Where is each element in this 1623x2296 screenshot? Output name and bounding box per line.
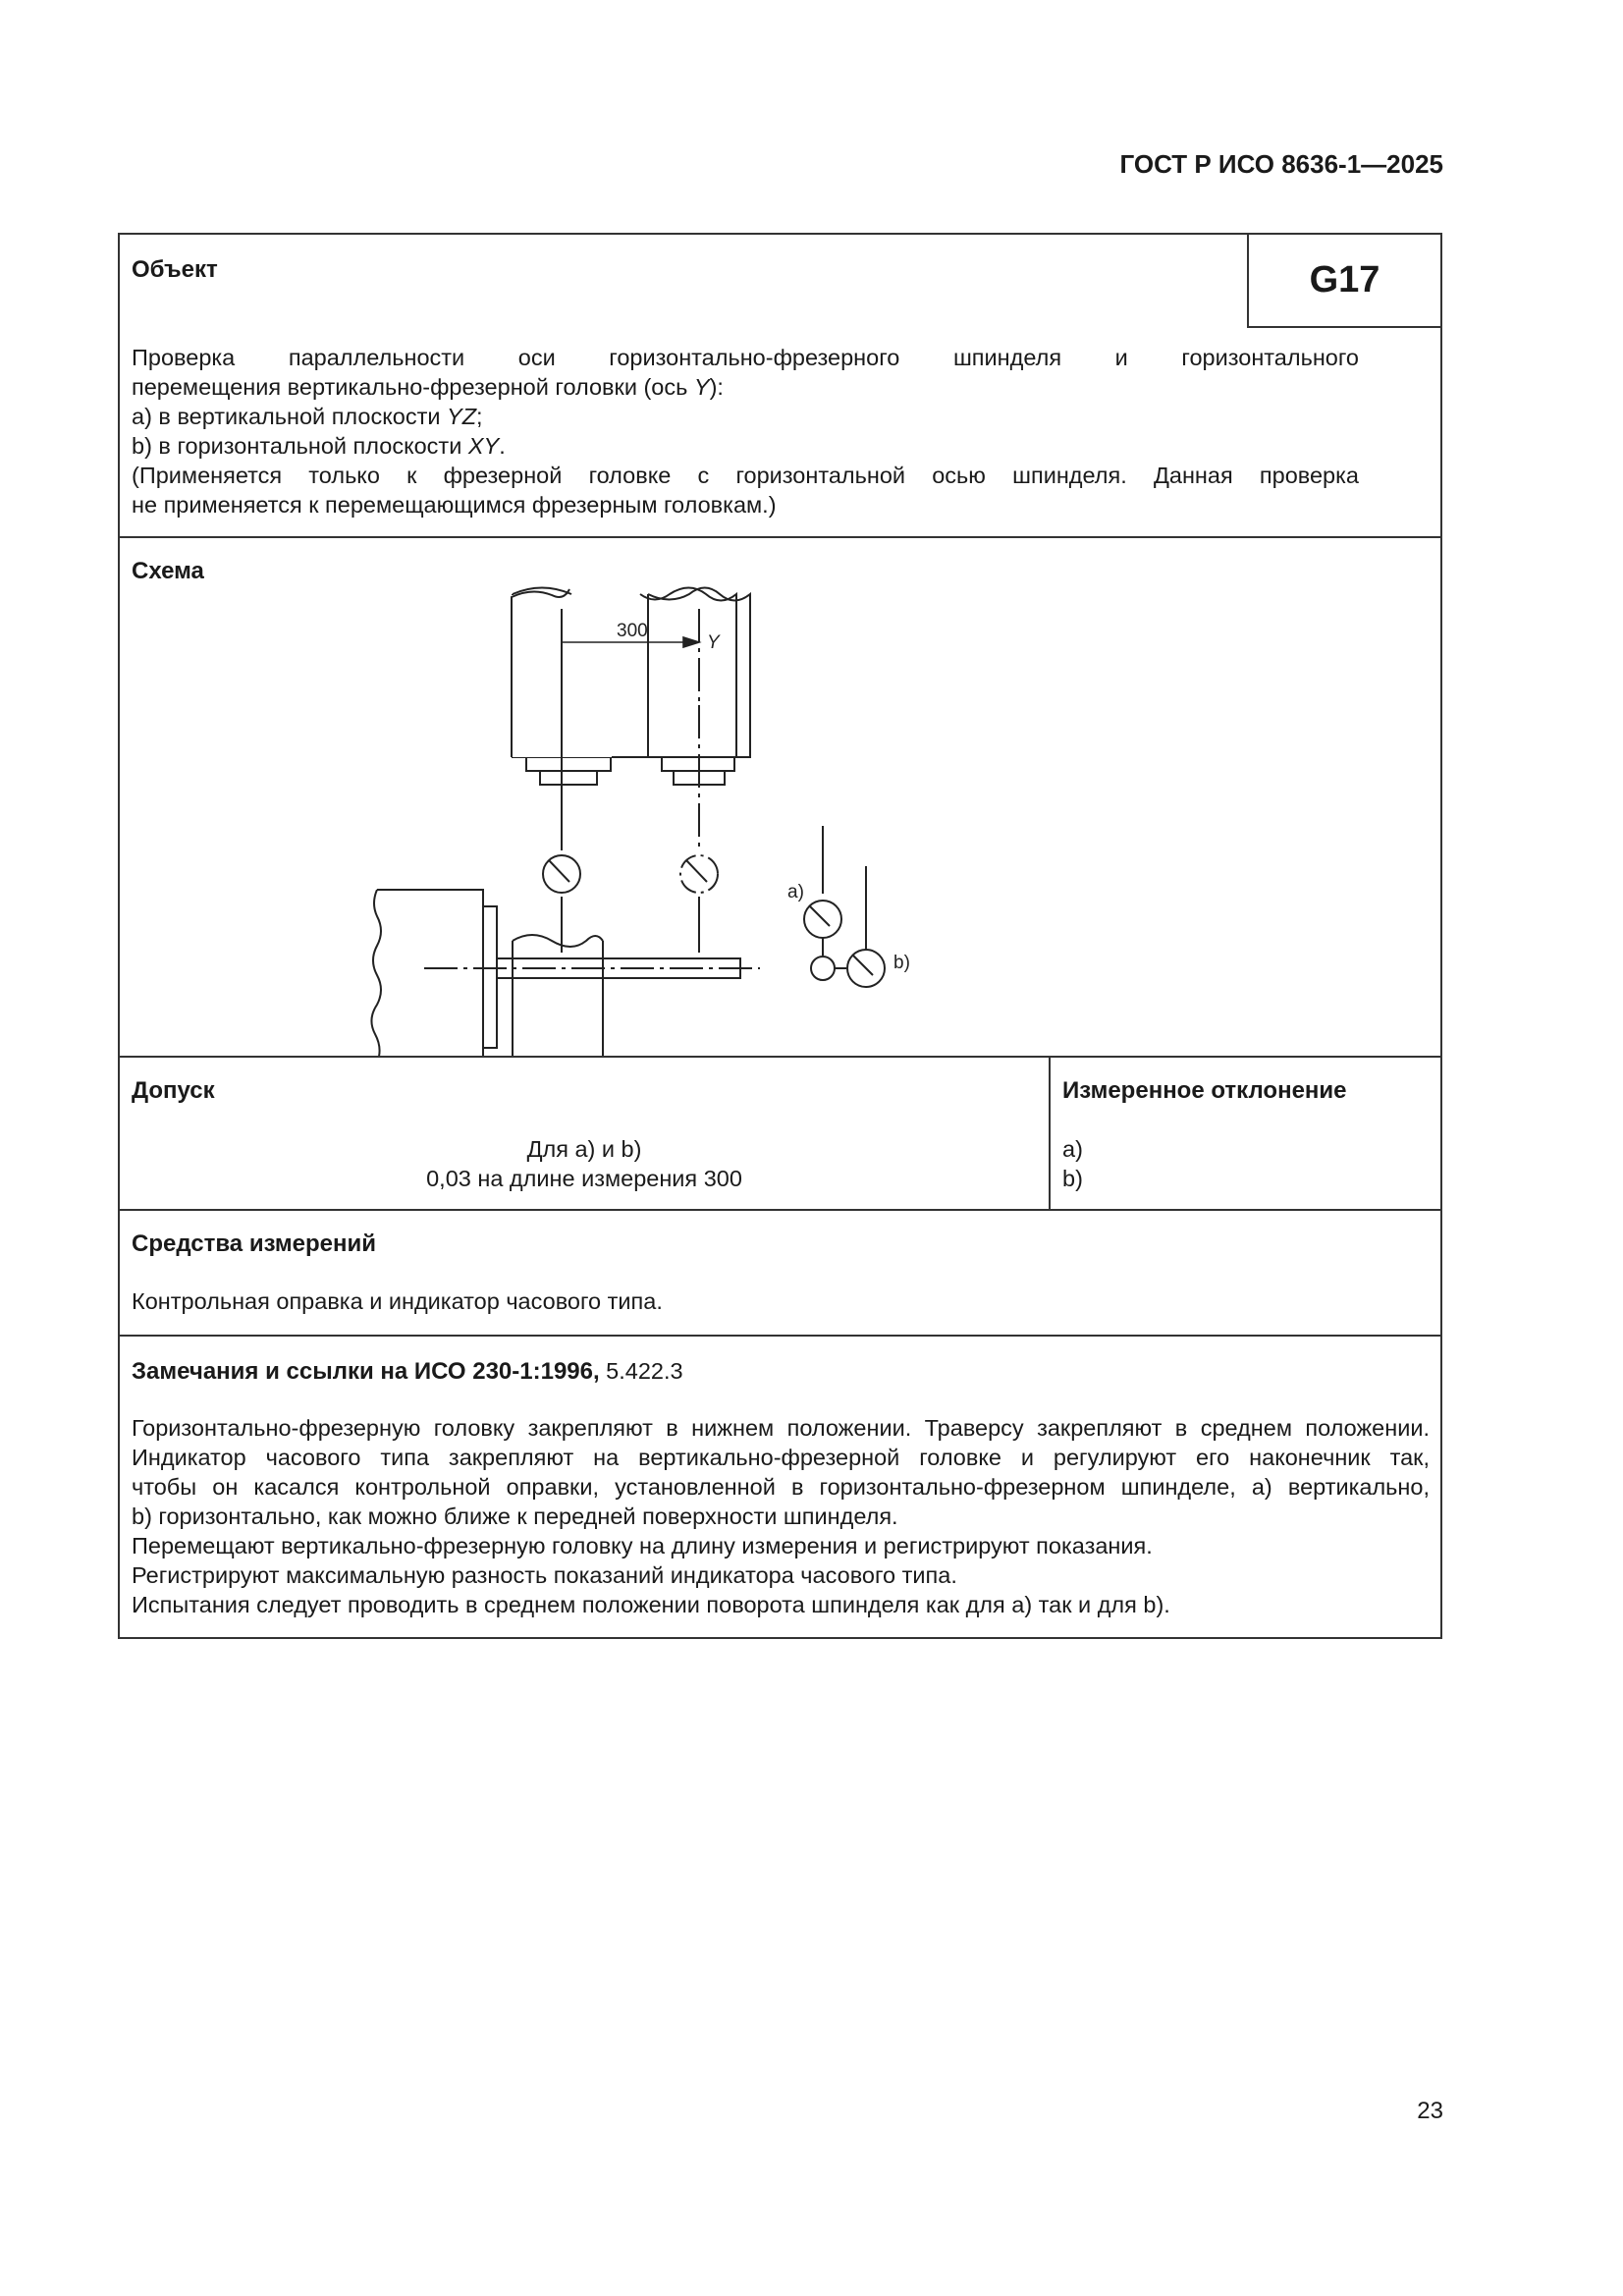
tolerance-heading: Допуск [132,1077,215,1104]
object-item-a: a) в вертикальной плоскости YZ; [132,404,483,429]
measured-a: a) [1062,1136,1083,1162]
milling-head-1 [513,935,656,1056]
object-line-2: перемещения вертикально-фрезерной головки (ось Y): [132,374,724,400]
object-line-1: Проверка параллельности оси горизонтально-фрезерного шпинделя и горизонтального [132,345,1359,370]
object-heading: Объект [132,256,218,283]
notes-line-4: b) горизонтально, как можно ближе к передней поверхности шпинделя. [132,1503,898,1529]
notes-line-7: Испытания следует проводить в среднем положении поворота шпинделя как для a) так и для b). [132,1592,1170,1617]
tools-text: Контрольная оправка и индикатор часового типа. [132,1288,663,1314]
tools-heading: Средства измерений [132,1230,377,1257]
standard-number: ГОСТ Р ИСО 8636-1—2025 [1119,149,1443,179]
test-code: G17 [1247,235,1440,328]
notes-section [120,1335,1440,1637]
dimension-arrow [683,637,699,647]
notes-line-2: Индикатор часового типа закрепляют на вертикально-фрезерной головке и регулируют его наконечник так, [132,1445,1430,1470]
measured-heading: Измеренное отклонение [1062,1077,1347,1104]
notes-line-3: чтобы он касался контрольной оправки, установленной в горизонтально-фрезерном шпинделе, a) вертикально, [132,1474,1430,1500]
notes-heading-row [132,1356,683,1387]
head-1-collar-1 [526,757,611,771]
detail-mandrel-section [811,957,835,980]
tolerance-cell [120,1058,1051,1209]
tolerance-section [120,1056,1440,1209]
notes-body [132,1413,1430,1619]
measured-b: b) [1062,1166,1083,1191]
object-note-1: (Применяется только к фрезерной головке с горизонтальной осью шпинделя. Данная проверка [132,463,1359,488]
object-section [120,235,1440,536]
measured-cell [1051,1058,1440,1209]
notes-line-6: Регистрируют максимальную разность показаний индикатора часового типа. [132,1562,957,1588]
object-item-b: b) в горизонтальной плоскости XY. [132,433,506,459]
tools-section [120,1209,1440,1335]
spindle-nose [483,906,497,1048]
scheme-drawing [120,538,1440,1056]
measured-values [1062,1134,1083,1193]
tolerance-line-1: Для a) и b) [526,1136,642,1162]
detail-label-b: b) [893,953,910,973]
notes-heading: Замечания и ссылки на ИСО 230-1:1996, [132,1358,600,1385]
detail-label-a: a) [787,882,804,902]
notes-line-1: Горизонтально-фрезерную головку закрепляют в нижнем положении. Траверсу закрепляют в среднем положении. [132,1415,1430,1441]
head-1-collar-2 [540,771,597,785]
tolerance-values [120,1134,1049,1193]
notes-line-5: Перемещают вертикально-фрезерную головку на длину измерения и регистрируют показания. [132,1533,1153,1558]
tolerance-line-2: 0,03 на длине измерения 300 [426,1166,742,1191]
object-note-2: не применяется к перемещающимся фрезерным головкам.) [132,492,777,518]
horizontal-spindle-housing [371,890,483,1056]
object-description [132,343,1359,519]
page-number: 23 [1417,2098,1443,2124]
test-card [118,233,1442,1639]
dimension-label: 300 [617,621,648,641]
axis-label: Y [707,632,720,653]
scheme-heading: Схема [132,558,204,584]
scheme-section [120,536,1440,1056]
notes-reference: 5.422.3 [599,1358,683,1384]
